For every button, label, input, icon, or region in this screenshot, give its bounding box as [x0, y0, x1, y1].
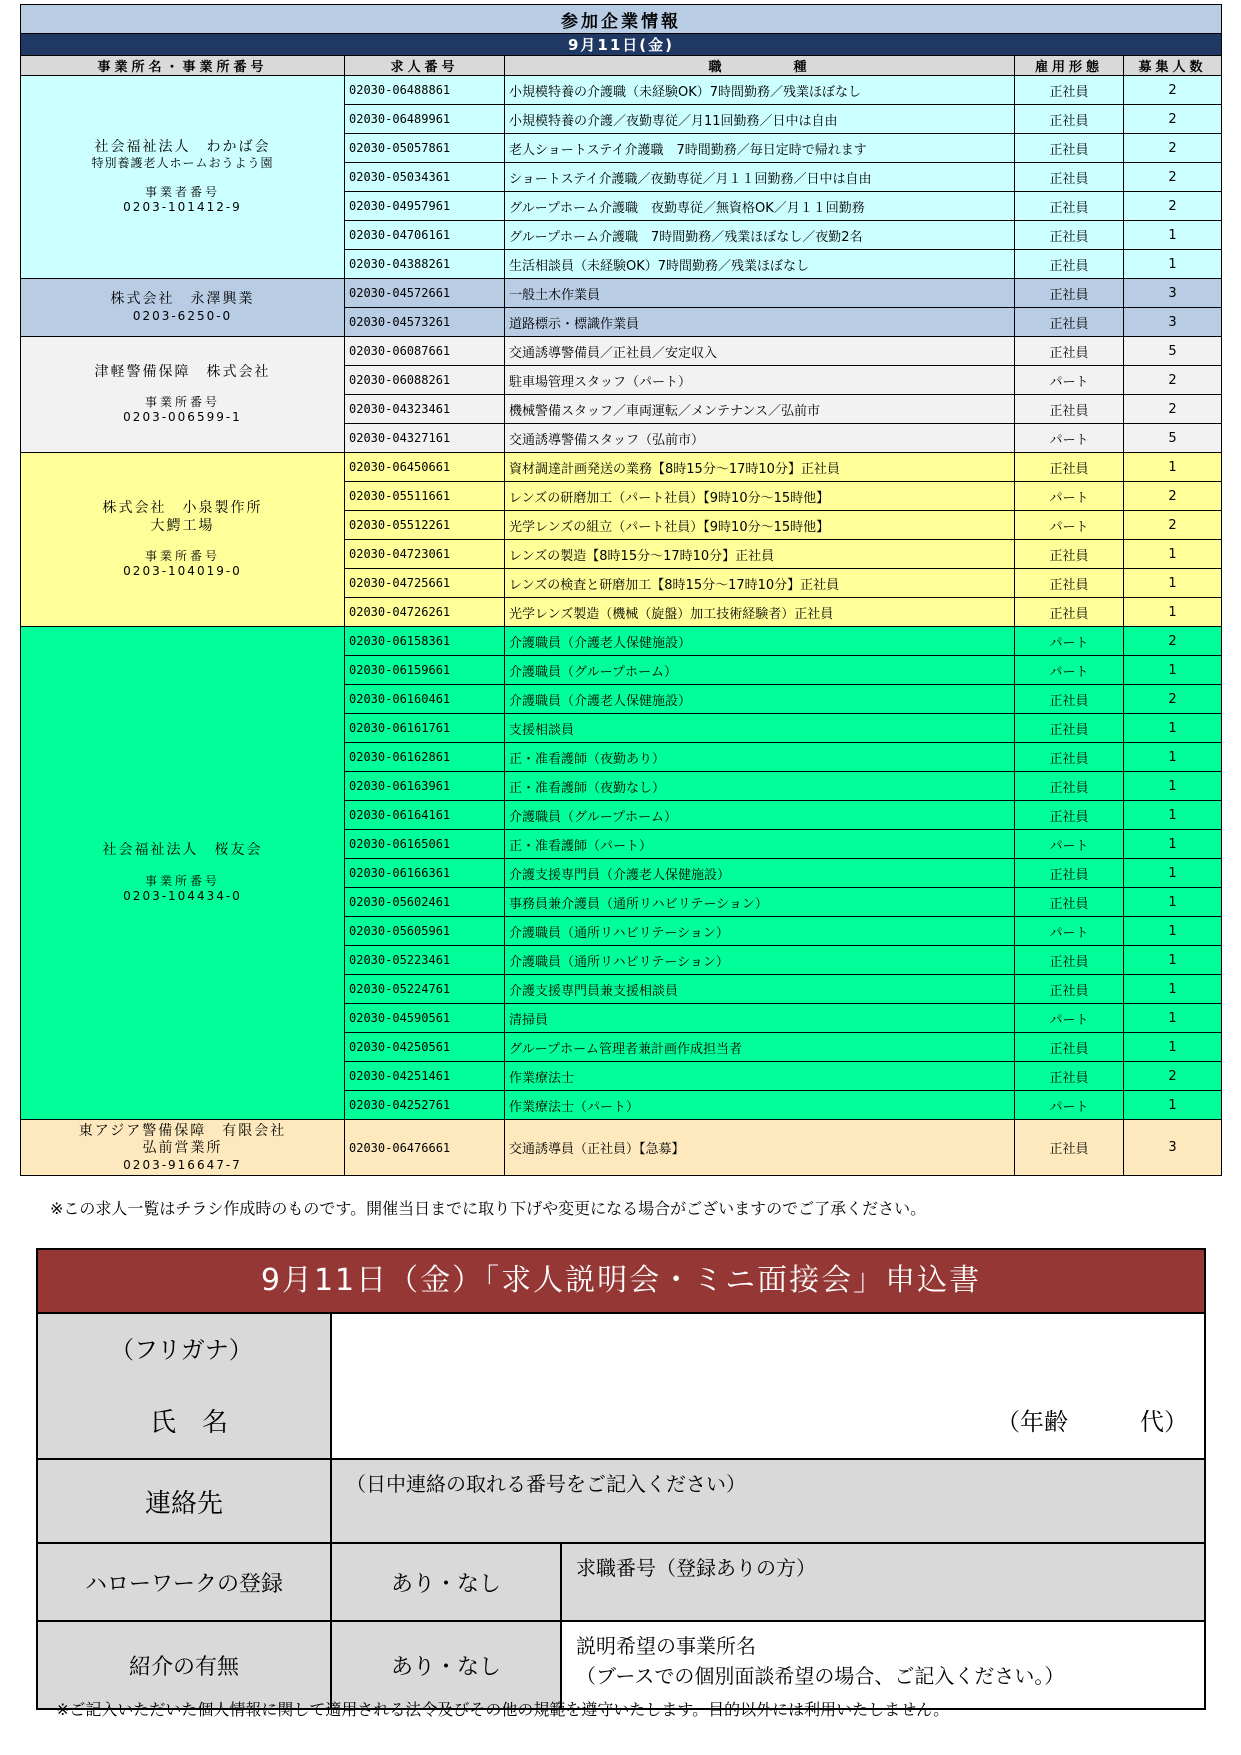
header-openings: 募集人数 — [1124, 56, 1222, 76]
table-row — [21, 76, 1222, 105]
job-title-cell: 交通誘導警備スタッフ（弘前市） — [505, 424, 1015, 453]
openings-cell: 1 — [1124, 1091, 1222, 1120]
job-title-cell: レンズの検査と研磨加工【8時15分～17時10分】正社員 — [505, 569, 1015, 598]
job-seeker-label: 求職番号（登録ありの方） — [576, 1556, 816, 1580]
job-title-cell: 支援相談員 — [505, 714, 1015, 743]
employer-number: 0203-104019-0 — [123, 564, 242, 578]
openings-cell: 5 — [1124, 424, 1222, 453]
job-number-cell: 02030-06164161 — [345, 801, 505, 830]
employer-number: 0203-006599-1 — [123, 410, 242, 425]
employer-number: 0203-6250-0 — [132, 308, 233, 323]
job-title-cell: レンズの研磨加工（パート社員）【9時10分～15時他】 — [505, 482, 1015, 511]
openings-cell: 2 — [1124, 511, 1222, 540]
job-title-cell: 正・准看護師（夜勤あり） — [505, 743, 1015, 772]
openings-cell: 1 — [1124, 656, 1222, 685]
employment-type-cell: 正社員 — [1015, 453, 1124, 482]
listing-disclaimer: ※この求人一覧はチラシ作成時のものです。開催当日までに取り下げや変更になる場合がございますのでご了承ください。 — [50, 1199, 927, 1218]
employer-number: 0203-916647-7 — [123, 1157, 242, 1172]
employer-cell — [21, 76, 345, 279]
job-title-cell: 交通誘導警備員／正社員／安定収入 — [505, 337, 1015, 366]
contact-hint: （日中連絡の取れる番号をご記入ください） — [346, 1472, 746, 1496]
job-title-cell: 機械警備スタッフ／車両運転／メンテナンス／弘前市 — [505, 395, 1015, 424]
openings-cell: 2 — [1124, 134, 1222, 163]
employment-type-cell: 正社員 — [1015, 598, 1124, 627]
job-title-cell: 光学レンズの組立（パート社員）【9時10分～15時他】 — [505, 511, 1015, 540]
openings-cell: 2 — [1124, 192, 1222, 221]
job-number-cell: 02030-05034361 — [345, 163, 505, 192]
briefing-label: 説明希望の事業所名 — [576, 1634, 756, 1658]
name-input-area[interactable] — [332, 1314, 1204, 1458]
employment-type-cell: 正社員 — [1015, 279, 1124, 308]
table-date: 9月11日(金) — [21, 34, 1222, 56]
job-number-cell: 02030-04388261 — [345, 250, 505, 279]
employer-cell — [21, 337, 345, 453]
openings-cell: 1 — [1124, 975, 1222, 1004]
openings-cell: 1 — [1124, 801, 1222, 830]
name-label-cell — [38, 1314, 332, 1458]
job-title-cell: 交通誘導員（正社員）【急募】 — [505, 1120, 1015, 1176]
job-title-cell: 介護職員（グループホーム） — [505, 656, 1015, 685]
briefing-area[interactable] — [562, 1622, 1204, 1708]
openings-cell: 3 — [1124, 308, 1222, 337]
openings-cell: 1 — [1124, 743, 1222, 772]
openings-cell: 1 — [1124, 540, 1222, 569]
job-number-cell: 02030-04723061 — [345, 540, 505, 569]
employment-type-cell: 正社員 — [1015, 772, 1124, 801]
privacy-note: ※ご記入いただいた個人情報に関して適用される法令及びその他の規範を遵守いたします。目的以外には利用いたしません。 — [56, 1700, 950, 1719]
employment-type-cell: パート — [1015, 917, 1124, 946]
job-number-cell: 02030-06162861 — [345, 743, 505, 772]
job-number-cell: 02030-04573261 — [345, 308, 505, 337]
employer-name-line: 社会福祉法人 わかば会 — [94, 138, 271, 155]
openings-cell: 1 — [1124, 221, 1222, 250]
employment-type-cell: 正社員 — [1015, 250, 1124, 279]
employment-type-cell: パート — [1015, 1091, 1124, 1120]
job-title-cell: 介護職員（介護老人保健施設） — [505, 627, 1015, 656]
name-row — [38, 1314, 1204, 1460]
job-title-cell: 介護職員（通所リハビリテーション） — [505, 946, 1015, 975]
job-number-cell: 02030-06488861 — [345, 76, 505, 105]
openings-cell: 2 — [1124, 163, 1222, 192]
openings-cell: 1 — [1124, 917, 1222, 946]
employment-type-cell: 正社員 — [1015, 859, 1124, 888]
employer-number-label: 事業所番号 — [144, 873, 220, 888]
employment-type-cell: パート — [1015, 366, 1124, 395]
employment-type-cell: 正社員 — [1015, 540, 1124, 569]
application-form — [36, 1248, 1206, 1710]
job-number-cell: 02030-06161761 — [345, 714, 505, 743]
job-title-cell: 事務員兼介護員（通所リハビリテーション） — [505, 888, 1015, 917]
employer-number: 0203-101412-9 — [123, 200, 242, 215]
referral-choice[interactable]: あり・なし — [332, 1622, 562, 1708]
openings-cell: 1 — [1124, 946, 1222, 975]
employment-type-cell: パート — [1015, 424, 1124, 453]
openings-cell: 1 — [1124, 569, 1222, 598]
job-number-cell: 02030-06088261 — [345, 366, 505, 395]
employment-type-cell: パート — [1015, 627, 1124, 656]
job-number-cell: 02030-04572661 — [345, 279, 505, 308]
employer-number-label: 事業所番号 — [144, 549, 220, 563]
job-number-cell: 02030-05223461 — [345, 946, 505, 975]
employer-name-line: 津軽警備保障 株式会社 — [94, 363, 271, 380]
openings-cell: 2 — [1124, 105, 1222, 134]
employer-number: 0203-104434-0 — [123, 888, 242, 903]
job-title-cell: 小規模特養の介護／夜勤専従／月11回勤務／日中は自由 — [505, 105, 1015, 134]
openings-cell: 2 — [1124, 395, 1222, 424]
openings-cell: 1 — [1124, 772, 1222, 801]
openings-cell: 5 — [1124, 337, 1222, 366]
hellowork-row — [38, 1544, 1204, 1622]
job-title-cell: レンズの製造【8時15分～17時10分】正社員 — [505, 540, 1015, 569]
age-label: （年齢 代） — [996, 1408, 1188, 1436]
job-number-cell: 02030-05512261 — [345, 511, 505, 540]
contact-input-area[interactable] — [332, 1460, 1204, 1542]
openings-cell: 1 — [1124, 714, 1222, 743]
employer-name-line: 特別養護老人ホームおうよう園 — [91, 156, 274, 171]
job-number-cell: 02030-06159661 — [345, 656, 505, 685]
openings-cell: 3 — [1124, 279, 1222, 308]
employment-type-cell: パート — [1015, 830, 1124, 859]
employment-type-cell: パート — [1015, 1004, 1124, 1033]
employment-type-cell: 正社員 — [1015, 337, 1124, 366]
header-job-number: 求人番号 — [345, 56, 505, 76]
referral-row — [38, 1622, 1204, 1708]
job-title-cell: 介護職員（通所リハビリテーション） — [505, 917, 1015, 946]
contact-label: 連絡先 — [38, 1460, 332, 1542]
employment-type-cell: 正社員 — [1015, 134, 1124, 163]
employment-type-cell: 正社員 — [1015, 163, 1124, 192]
employer-name-line: 社会福祉法人 桜友会 — [102, 842, 263, 859]
briefing-hint: （ブースでの個別面談希望の場合、ご記入ください。） — [576, 1664, 1065, 1688]
openings-cell: 2 — [1124, 482, 1222, 511]
job-number-cell: 02030-05057861 — [345, 134, 505, 163]
employment-type-cell: 正社員 — [1015, 192, 1124, 221]
job-number-cell: 02030-06166361 — [345, 859, 505, 888]
job-title-cell: 正・准看護師（パート） — [505, 830, 1015, 859]
job-number-cell: 02030-05605961 — [345, 917, 505, 946]
job-number-cell: 02030-04726261 — [345, 598, 505, 627]
employment-type-cell: 正社員 — [1015, 395, 1124, 424]
name-label: 氏 名 — [150, 1408, 229, 1438]
employment-type-cell: 正社員 — [1015, 221, 1124, 250]
job-title-cell: グループホーム管理者兼計画作成担当者 — [505, 1033, 1015, 1062]
employer-name-line: 弘前営業所 — [142, 1140, 223, 1156]
header-job-title: 職 種 — [505, 56, 1015, 76]
job-title-cell: 介護支援専門員（介護老人保健施設） — [505, 859, 1015, 888]
employer-number-label: 事業所番号 — [144, 395, 220, 410]
job-title-cell: 駐車場管理スタッフ（パート） — [505, 366, 1015, 395]
openings-cell: 2 — [1124, 366, 1222, 395]
job-number-cell: 02030-06489961 — [345, 105, 505, 134]
header-employer: 事業所名・事業所番号 — [21, 56, 345, 76]
job-title-cell: グループホーム介護職 夜勤専従／無資格OK／月１１回勤務 — [505, 192, 1015, 221]
employment-type-cell: 正社員 — [1015, 76, 1124, 105]
table-row — [21, 279, 1222, 308]
job-number-cell: 02030-05224761 — [345, 975, 505, 1004]
job-title-cell: 老人ショートステイ介護職 7時間勤務／毎日定時で帰れます — [505, 134, 1015, 163]
job-title-cell: 光学レンズ製造（機械（旋盤）加工技術経験者）正社員 — [505, 598, 1015, 627]
employer-name-line: 株式会社 小泉製作所 — [102, 500, 263, 516]
openings-cell: 2 — [1124, 76, 1222, 105]
form-title: 9月11日（金）「求人説明会・ミニ面接会」申込書 — [38, 1250, 1204, 1314]
job-title-cell: 介護職員（グループホーム） — [505, 801, 1015, 830]
openings-cell: 2 — [1124, 685, 1222, 714]
employer-name-line: 大鰐工場 — [150, 517, 215, 534]
job-listing-table — [20, 4, 1222, 1176]
employment-type-cell: 正社員 — [1015, 569, 1124, 598]
employer-name-line: 東アジア警備保障 有限会社 — [78, 1122, 287, 1139]
header-employment-type: 雇用形態 — [1015, 56, 1124, 76]
job-number-cell: 02030-04323461 — [345, 395, 505, 424]
employment-type-cell: 正社員 — [1015, 801, 1124, 830]
employment-type-cell: 正社員 — [1015, 714, 1124, 743]
employment-type-cell: 正社員 — [1015, 1120, 1124, 1176]
job-number-cell: 02030-04327161 — [345, 424, 505, 453]
job-number-cell: 02030-04706161 — [345, 221, 505, 250]
furigana-label: （フリガナ） — [110, 1336, 253, 1364]
contact-row — [38, 1460, 1204, 1544]
hellowork-label: ハローワークの登録 — [38, 1544, 332, 1620]
job-title-cell: 生活相談員（未経験OK）7時間勤務／残業ほぼなし — [505, 250, 1015, 279]
job-number-cell: 02030-06163961 — [345, 772, 505, 801]
employment-type-cell: 正社員 — [1015, 308, 1124, 337]
employment-type-cell: 正社員 — [1015, 1033, 1124, 1062]
employment-type-cell: パート — [1015, 656, 1124, 685]
job-number-cell: 02030-04725661 — [345, 569, 505, 598]
job-number-cell: 02030-05602461 — [345, 888, 505, 917]
openings-cell: 1 — [1124, 830, 1222, 859]
job-title-cell: グループホーム介護職 7時間勤務／残業ほぼなし／夜勤2名 — [505, 221, 1015, 250]
job-number-cell: 02030-04250561 — [345, 1033, 505, 1062]
job-title-cell: 小規模特養の介護職（未経験OK）7時間勤務／残業ほぼなし — [505, 76, 1015, 105]
job-title-cell: 正・准看護師（夜勤なし） — [505, 772, 1015, 801]
table-row — [21, 627, 1222, 656]
employment-type-cell: 正社員 — [1015, 685, 1124, 714]
employment-type-cell: 正社員 — [1015, 946, 1124, 975]
employment-type-cell: パート — [1015, 511, 1124, 540]
job-title-cell: 資材調達計画発送の業務【8時15分～17時10分】正社員 — [505, 453, 1015, 482]
openings-cell: 1 — [1124, 1033, 1222, 1062]
hellowork-choice[interactable]: あり・なし — [332, 1544, 562, 1620]
employment-type-cell: パート — [1015, 482, 1124, 511]
job-title-cell: 清掃員 — [505, 1004, 1015, 1033]
openings-cell: 2 — [1124, 627, 1222, 656]
employment-type-cell: 正社員 — [1015, 1062, 1124, 1091]
employment-type-cell: 正社員 — [1015, 975, 1124, 1004]
job-seeker-number-area[interactable] — [562, 1544, 1204, 1620]
openings-cell: 1 — [1124, 598, 1222, 627]
job-number-cell: 02030-04251461 — [345, 1062, 505, 1091]
job-number-cell: 02030-04590561 — [345, 1004, 505, 1033]
job-title-cell: ショートステイ介護職／夜勤専従／月１１回勤務／日中は自由 — [505, 163, 1015, 192]
openings-cell: 1 — [1124, 888, 1222, 917]
openings-cell: 1 — [1124, 250, 1222, 279]
job-title-cell: 介護職員（介護老人保健施設） — [505, 685, 1015, 714]
employer-cell — [21, 279, 345, 337]
job-title-cell: 作業療法士（パート） — [505, 1091, 1015, 1120]
job-title-cell: 道路標示・標識作業員 — [505, 308, 1015, 337]
openings-cell: 2 — [1124, 1062, 1222, 1091]
table-row — [21, 1120, 1222, 1176]
job-title-cell: 介護支援専門員兼支援相談員 — [505, 975, 1015, 1004]
job-number-cell: 02030-06087661 — [345, 337, 505, 366]
table-row — [21, 337, 1222, 366]
employment-type-cell: 正社員 — [1015, 105, 1124, 134]
referral-label: 紹介の有無 — [38, 1622, 332, 1708]
table-row — [21, 453, 1222, 482]
employer-cell — [21, 453, 345, 627]
table-title: 参加企業情報 — [21, 5, 1222, 34]
job-number-cell: 02030-06450661 — [345, 453, 505, 482]
job-number-cell: 02030-06160461 — [345, 685, 505, 714]
job-listing-section — [20, 4, 1221, 1176]
job-listing-body — [21, 76, 1222, 1176]
job-number-cell: 02030-05511661 — [345, 482, 505, 511]
job-number-cell: 02030-06476661 — [345, 1120, 505, 1176]
employer-name-line: 株式会社 永澤興業 — [110, 291, 255, 308]
job-title-cell: 作業療法士 — [505, 1062, 1015, 1091]
job-number-cell: 02030-04252761 — [345, 1091, 505, 1120]
job-number-cell: 02030-06165061 — [345, 830, 505, 859]
employer-cell — [21, 627, 345, 1120]
openings-cell: 3 — [1124, 1120, 1222, 1176]
employment-type-cell: 正社員 — [1015, 888, 1124, 917]
employer-cell — [21, 1120, 345, 1176]
openings-cell: 1 — [1124, 1004, 1222, 1033]
openings-cell: 1 — [1124, 453, 1222, 482]
employer-number-label: 事業者番号 — [144, 185, 220, 200]
job-number-cell: 02030-06158361 — [345, 627, 505, 656]
job-title-cell: 一般土木作業員 — [505, 279, 1015, 308]
employment-type-cell: 正社員 — [1015, 743, 1124, 772]
job-number-cell: 02030-04957961 — [345, 192, 505, 221]
openings-cell: 1 — [1124, 859, 1222, 888]
